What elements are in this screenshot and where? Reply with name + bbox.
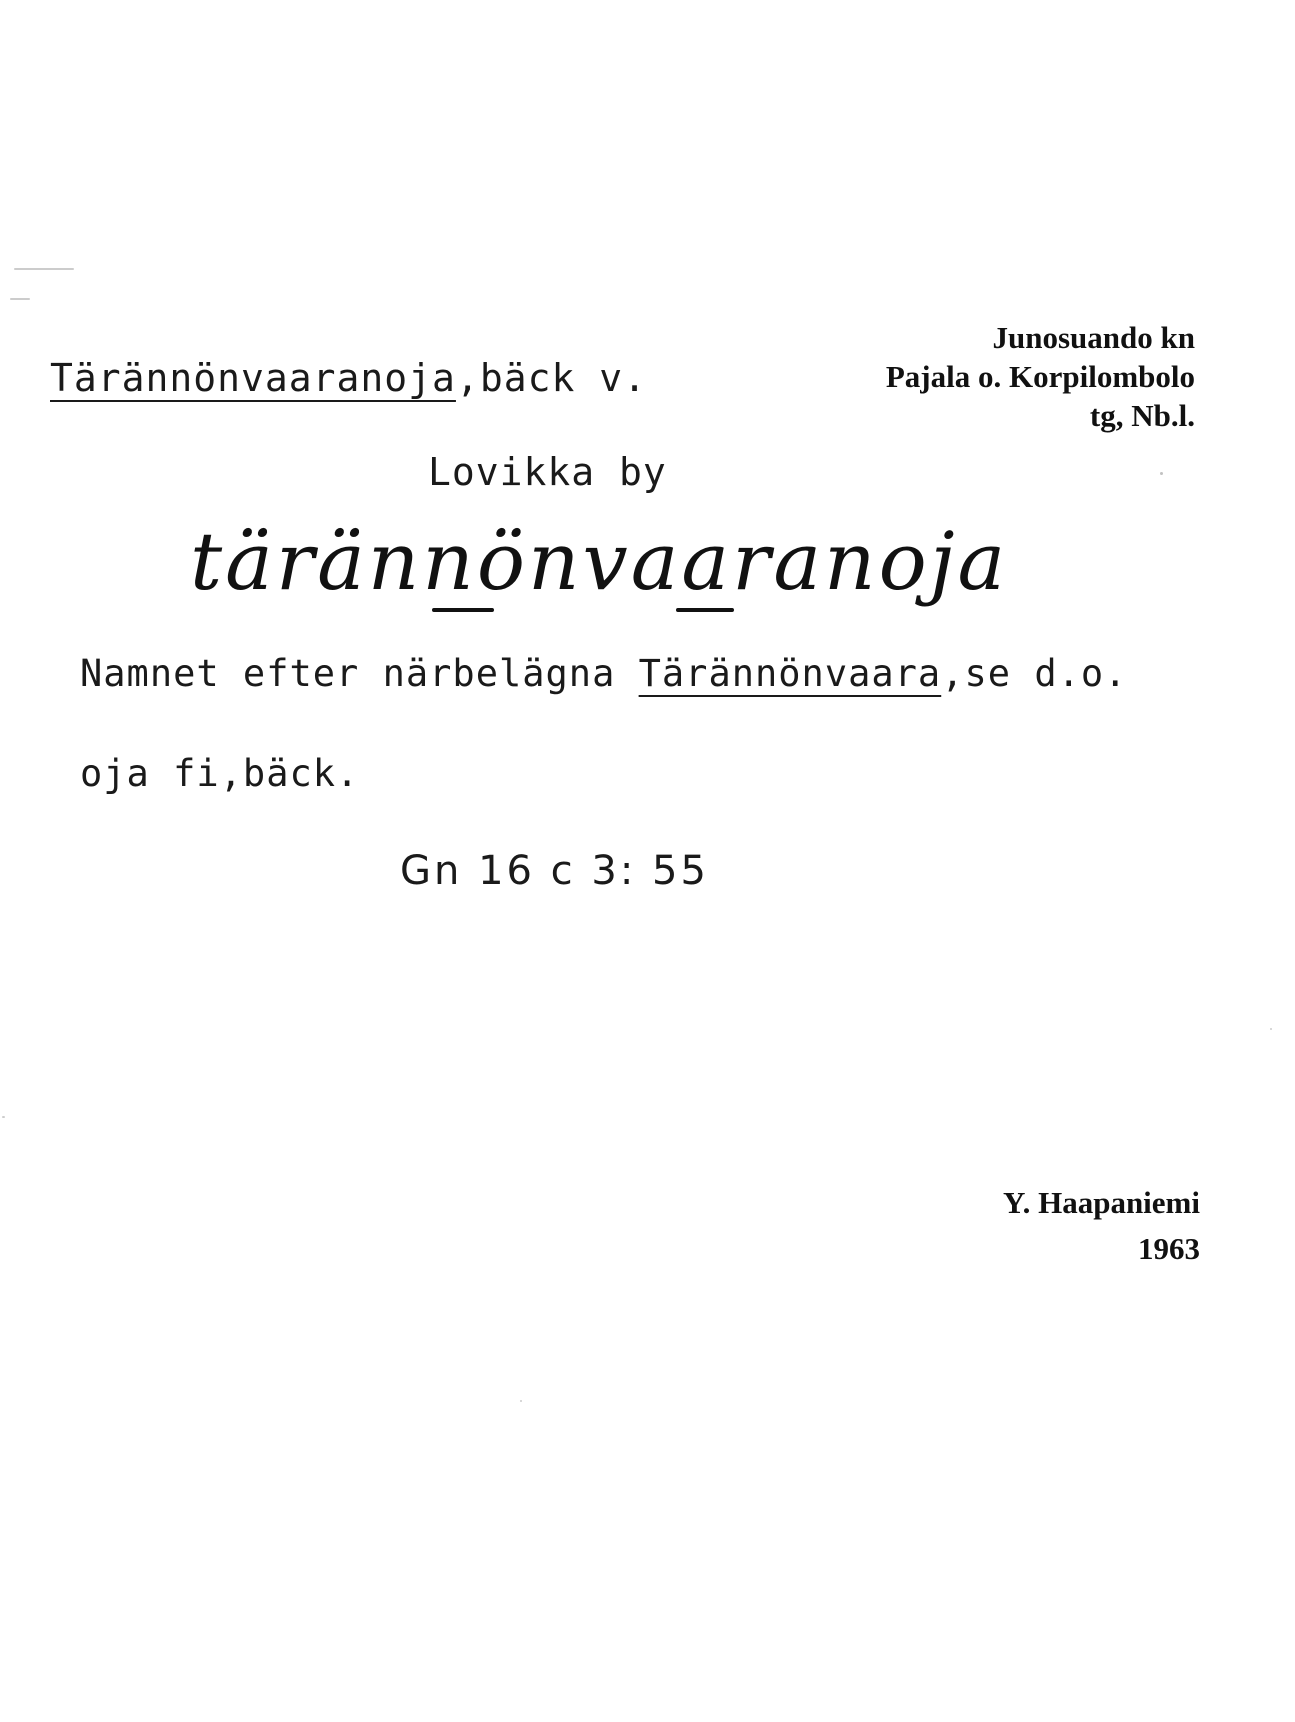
note-prefix: Namnet efter närbelägna — [80, 652, 639, 695]
note-link-name: Tärännönvaara — [638, 652, 942, 695]
locality-line-3: tg, Nb.l. — [1089, 398, 1195, 433]
note-line-2: oja fi,bäck. — [80, 752, 360, 795]
headword-suffix: ,bäck v. — [455, 356, 647, 400]
locality-line-1: Junosuando kn — [992, 320, 1195, 355]
locality-block — [886, 318, 1195, 435]
scan-speck — [1160, 472, 1163, 475]
scan-speck — [520, 1400, 522, 1402]
scan-speck — [14, 268, 74, 270]
scan-speck — [10, 298, 30, 300]
village-name: Lovikka by — [428, 450, 667, 494]
note-line-1 — [80, 652, 1127, 695]
phonetic-underline-2 — [676, 608, 734, 612]
author-year: 1963 — [1138, 1231, 1200, 1266]
note-suffix: ,se d.o. — [941, 652, 1128, 695]
scan-speck — [1270, 1028, 1272, 1030]
author-block — [1003, 1180, 1200, 1272]
phonetic-transcription: tärännönvaaranoja — [190, 515, 1009, 608]
reference-code: Gn 16 c 3: 55 — [400, 848, 709, 894]
phonetic-underline-1 — [432, 608, 494, 612]
headword-line — [50, 356, 647, 400]
headword: Tärännönvaaranoja — [50, 356, 456, 400]
author-name: Y. Haapaniemi — [1003, 1185, 1200, 1220]
locality-line-2: Pajala o. Korpilombolo — [885, 359, 1195, 394]
scan-speck — [2, 1116, 5, 1118]
